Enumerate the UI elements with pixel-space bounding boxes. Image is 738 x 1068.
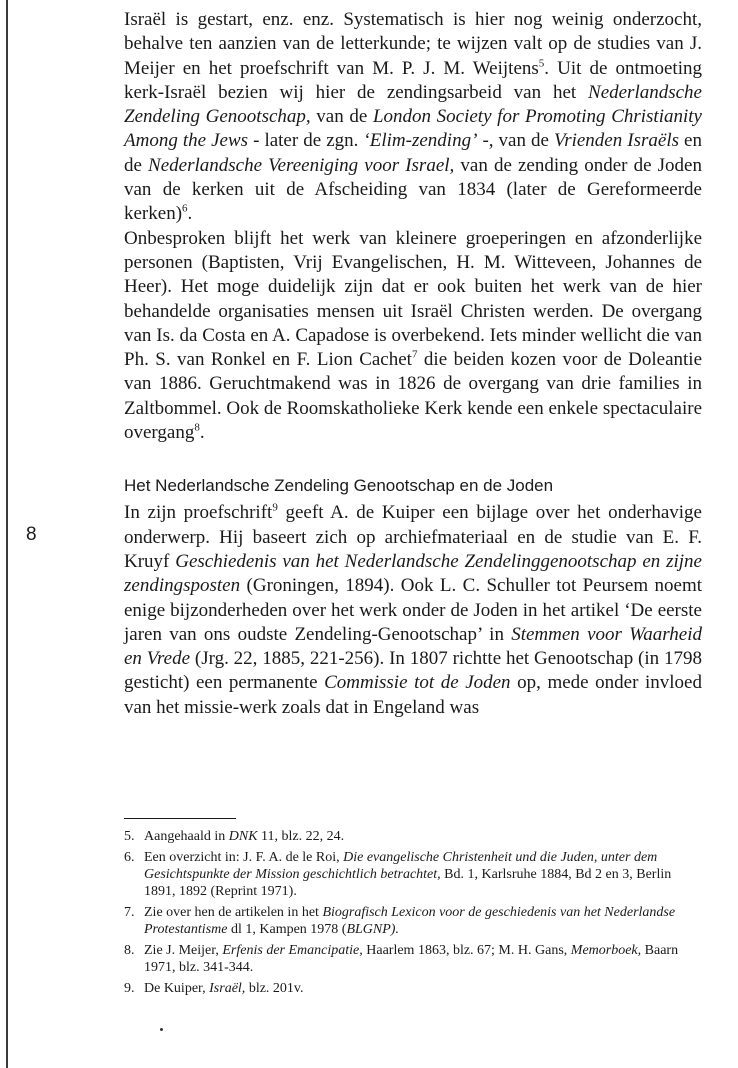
text-run: Haarlem 1863, blz. 67; M. H. Gans,	[362, 943, 571, 958]
footnote-number: 7.	[124, 905, 135, 920]
footnote-number: 5.	[124, 829, 135, 844]
left-margin-rule	[6, 0, 8, 1068]
italic-run: DNK	[228, 829, 258, 844]
footnote-number: 9.	[124, 981, 135, 996]
paragraph-2	[124, 227, 702, 446]
stray-dot-mark	[160, 1028, 163, 1031]
footnote-text	[144, 980, 702, 997]
text-run: Zie J. Meijer,	[144, 943, 223, 958]
text-run: -, van de	[477, 130, 554, 152]
text-run: .	[199, 422, 205, 444]
text-run: en de	[124, 130, 702, 176]
text-run: 11, blz. 22, 24.	[257, 829, 345, 844]
italic-run: Nederlandsche Zendeling Genootschap,	[124, 81, 702, 128]
italic-run: Stemmen voor Waarheid en Vrede	[124, 623, 702, 670]
italic-run: Memorboek,	[570, 943, 642, 958]
section-heading: Het Nederlandsche Zendeling Genootschap en de Joden	[124, 476, 554, 496]
footnote-6	[124, 849, 702, 900]
italic-run: ‘Elim-zending’	[363, 130, 478, 152]
text-run: Bd. 1, Karlsruhe 1884, Bd 2 en 3, Berlin 1891, 1892 (Reprint 1971).	[144, 867, 672, 899]
footnote-ref-5: 5	[538, 57, 545, 70]
footnote-text	[144, 904, 702, 938]
text-run: (Groningen, 1894). Ook L. C. Schuller tot Peursem noemt enige bijzonderheden over het werk onder de Joden in het artikel ‘De eerste jaren van ons oudste Zendeling-Genootschap’ in	[124, 575, 702, 645]
text-run: geeft A. de Kuiper een bijlage over het onderhavige onderwerp. Hij baseert zich op archiefmateriaal en de studie van E. F. Kruyf	[124, 502, 702, 572]
italic-run: Commissie tot de Joden	[324, 672, 511, 694]
text-run: dl 1, Kampen 1978 (	[227, 922, 347, 937]
text-run: Aangehaald in	[144, 829, 229, 844]
italic-run: Die evangelische Christenheit und die Juden, unter dem Gesichtspunkte der Mission geschichtlich betrachtet,	[144, 850, 658, 882]
italic-run: Nederlandsche Vereeniging voor Israel,	[148, 154, 455, 176]
text-run: Israël is gestart, enz. enz. Systematisch is hier nog weinig onderzocht, behalve ten aanzien van de letterkunde; te wijzen valt op de studies van J. Meijer en het proefschrift van M. P. J. M. Weijtens	[124, 9, 702, 79]
footnote-divider	[124, 818, 236, 819]
italic-run: London Society for Promoting Christianity Among the Jews	[124, 106, 702, 152]
text-run: In zijn proefschrift	[124, 502, 273, 524]
footnote-ref-6: 6	[182, 203, 188, 216]
page-number: 8	[26, 524, 37, 545]
footnote-text	[144, 942, 702, 976]
footnote-text	[144, 828, 702, 845]
text-run: (Jrg. 22, 1885, 221-256). In 1807 richtte het Genootschap (in 1798 gesticht) een permanente	[124, 648, 702, 694]
footnote-8	[124, 942, 702, 976]
footnote-9	[124, 980, 702, 997]
footnote-ref-7: 7	[411, 348, 418, 361]
italic-run: Erfenis der Emancipatie,	[222, 943, 363, 958]
footnote-number: 8.	[124, 943, 135, 958]
main-text	[124, 8, 702, 720]
footnote-ref-8: 8	[194, 421, 200, 434]
text-run: Baarn 1971, blz. 341-344.	[144, 943, 679, 975]
paragraph-1	[124, 8, 702, 227]
text-run: . Uit de ontmoeting kerk-Israël bezien wij hier de zendingsarbeid van het	[124, 57, 702, 103]
italic-run: Biografisch Lexicon voor de geschiedenis van het Nederlandse Protestantisme	[144, 905, 676, 937]
italic-run: BLGNP).	[346, 922, 399, 937]
text-run: van de	[310, 106, 373, 128]
footnote-5	[124, 828, 702, 845]
text-run: Onbesproken blijft het werk van kleinere groeperingen en afzonderlijke personen (Baptisten, Vrij Evangelischen, H. M. Witteveen, Johannes de Heer). Het moge duidelijk zijn dat er ook buiten het werk van de hier behandelde organisaties mensen uit Israël Christen werden. De overgang van Is. da Costa en A. Capadose is overbekend. Iets minder wellicht die van Ph. S. van Ronkel en F. Lion Cachet	[124, 227, 702, 371]
text-run: Zie over hen de artikelen in het	[144, 905, 323, 920]
footnote-number: 6.	[124, 850, 135, 865]
text-run: van de zending onder de Joden van de kerken uit de Afscheiding van 1834 (later de Gereformeerde kerken)	[124, 154, 702, 225]
italic-run: Israël,	[209, 981, 246, 996]
italic-run: Geschiedenis van het Nederlandsche Zendelinggenootschap en zijne zendingsposten	[124, 550, 702, 597]
italic-run: Vrienden Israëls	[554, 130, 679, 152]
text-run: - later de zgn.	[248, 130, 364, 152]
text-run: die beiden kozen voor de Doleantie van 1886. Geruchtmakend was in 1826 de overgang van drie families in Zaltbommel. Ook de Roomskatholieke Kerk kende een enkele spectaculaire overgang	[124, 349, 702, 444]
text-run: op, mede onder invloed van het missie-werk zoals dat in Engeland was	[124, 672, 702, 718]
footnotes	[124, 828, 702, 1001]
footnote-7	[124, 904, 702, 938]
footnote-text	[144, 849, 702, 900]
text-run: De Kuiper,	[144, 981, 210, 996]
footnote-ref-9: 9	[272, 502, 278, 515]
text-run: Een overzicht in: J. F. A. de le Roi,	[144, 850, 344, 865]
text-run: blz. 201v.	[245, 981, 304, 996]
text-run: .	[187, 203, 193, 225]
paragraph-3	[124, 501, 702, 720]
